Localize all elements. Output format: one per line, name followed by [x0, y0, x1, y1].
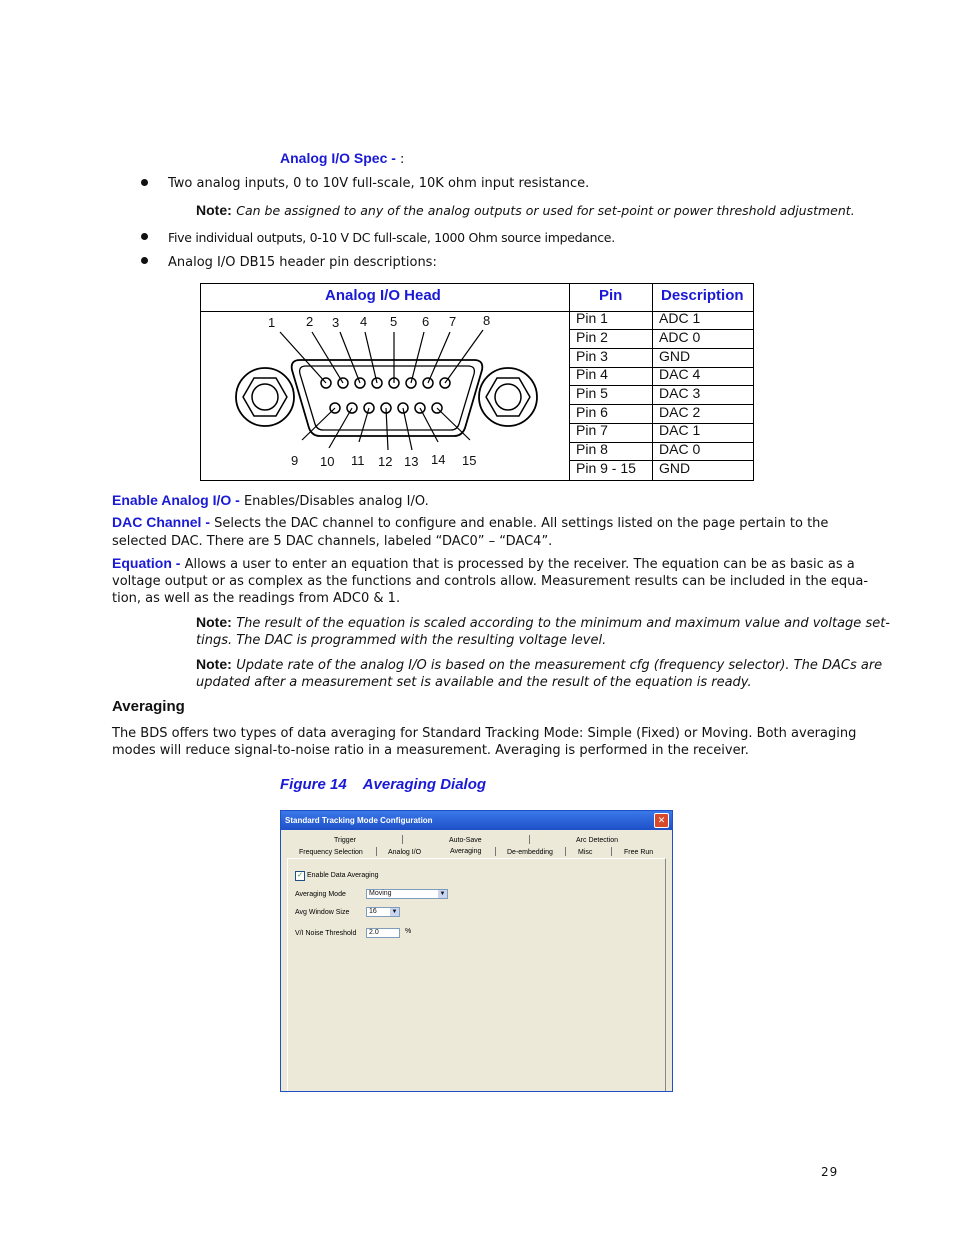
bullet-dot	[141, 233, 148, 240]
pin-label-6: 6	[422, 314, 430, 329]
bottom-leader-lines	[302, 408, 470, 450]
table-row-pin: Pin 4	[576, 366, 608, 382]
bullet-dot	[141, 257, 148, 264]
table-row-desc: ADC 0	[659, 329, 701, 345]
table-row-pin: Pin 5	[576, 385, 608, 401]
table-row-desc: DAC 2	[659, 404, 701, 420]
table-row-desc: DAC 3	[659, 385, 701, 401]
note-equation-scaling: Note: The result of the equation is scaled according to the minimum and maximum value and voltage set- tings. The DAC is programmed with the resulting voltage level.	[196, 614, 890, 648]
averaging-para: The BDS offers two types of data averaging for Standard Tracking Mode: Simple (Fixed) or Moving. Both averaging modes will reduce signal-to-noise ratio in a measurement. Averaging is performed in the receiver.	[112, 726, 857, 758]
pin-label-8: 8	[483, 313, 491, 328]
tab-free-run[interactable]: Free Run	[624, 849, 654, 856]
avg-window-size-select[interactable]: 16 ▼	[366, 907, 400, 917]
tab-divider	[495, 847, 496, 856]
tab-divider	[529, 835, 530, 844]
tab-divider	[402, 835, 403, 844]
tab-auto-save[interactable]: Auto-Save	[449, 837, 482, 844]
table-row-desc: DAC 1	[659, 422, 701, 438]
pin-label-13: 13	[404, 454, 419, 469]
pin-label-10: 10	[320, 454, 335, 469]
table-row-pin: Pin 8	[576, 441, 608, 457]
avg-window-size-label: Avg Window Size	[295, 909, 350, 916]
table-row-pin: Pin 3	[576, 348, 608, 364]
averaging-mode-label: Averaging Mode	[295, 891, 346, 898]
pin-label-7: 7	[449, 314, 457, 329]
noise-threshold-input[interactable]: 2.0	[366, 928, 400, 938]
table-divider	[652, 284, 653, 480]
col-head-description: Description	[661, 287, 744, 304]
pin-label-11: 11	[351, 453, 365, 468]
enable-averaging-checkbox[interactable]: ✓	[295, 871, 305, 881]
table-row-desc: GND	[659, 460, 691, 476]
close-icon[interactable]: ✕	[654, 813, 669, 828]
tab-misc[interactable]: Misc	[578, 849, 593, 856]
bullet-db15-header: Analog I/O DB15 header pin descriptions:	[168, 255, 437, 270]
pin-label-2: 2	[306, 314, 314, 329]
left-mount-nut	[236, 368, 294, 426]
pin-label-5: 5	[390, 314, 398, 329]
col-head-pin: Pin	[599, 287, 623, 304]
enable-averaging-label: Enable Data Averaging	[307, 872, 379, 879]
page-number: 29	[821, 1165, 839, 1179]
tab-averaging[interactable]: Averaging	[450, 848, 482, 855]
pin-label-9: 9	[291, 453, 299, 468]
tab-frequency-selection[interactable]: Frequency Selection	[299, 849, 363, 856]
pin-label-12: 12	[378, 454, 393, 469]
averaging-mode-select[interactable]: Moving ▼	[366, 889, 448, 899]
table-row-desc: DAC 4	[659, 366, 701, 382]
pin-label-1: 1	[268, 315, 276, 330]
table-row-pin: Pin 1	[576, 310, 608, 326]
table-row-desc: ADC 1	[659, 310, 701, 326]
tab-divider	[376, 847, 377, 856]
pin-description-table	[200, 283, 754, 481]
figure-caption: Figure 14 Averaging Dialog	[280, 776, 487, 793]
dac-channel-para: DAC Channel - Selects the DAC channel to configure and enable. All settings listed on the page pertain to the selected DAC. There are 5 DAC channels, labeled “DAC0” – “DAC4”.	[112, 514, 829, 549]
note-assign: Note: Can be assigned to any of the analog outputs or used for set-point or power threshold adjustment.	[196, 202, 855, 218]
top-leader-lines	[280, 330, 483, 383]
equation-para: Equation - Allows a user to enter an equation that is processed by the receiver. The equation can be as basic as a voltage output or as complex as the functions and controls allow. Measurement results can be included in the equa- tion, as well as the readings from ADC0 & 1.	[112, 555, 869, 606]
table-divider	[569, 284, 570, 480]
table-row-pin: Pin 7	[576, 422, 608, 438]
noise-threshold-unit: %	[405, 928, 412, 935]
averaging-heading: Averaging	[112, 698, 185, 715]
note-update-rate: Note: Update rate of the analog I/O is based on the measurement cfg (frequency selector). The DACs are updated after a measurement set is available and the result of the equation is ready.	[196, 656, 883, 690]
bullet-dot	[141, 179, 148, 186]
tab-trigger[interactable]: Trigger	[334, 837, 356, 844]
averaging-dialog	[280, 810, 673, 1092]
chevron-down-icon: ▼	[439, 891, 446, 897]
tab-divider	[565, 847, 566, 856]
tab-de-embedding[interactable]: De-embedding	[507, 849, 553, 856]
dialog-title-bar: Standard Tracking Mode Configuration	[281, 811, 672, 830]
table-row-pin: Pin 9 - 15	[576, 460, 636, 476]
analog-spec-heading: Analog I/O Spec - :	[280, 150, 405, 167]
pin-label-4: 4	[360, 314, 368, 329]
enable-analog-para: Enable Analog I/O - Enables/Disables analog I/O.	[112, 492, 429, 509]
table-row-pin: Pin 6	[576, 404, 608, 420]
pin-label-15: 15	[462, 453, 477, 468]
table-row-desc: DAC 0	[659, 441, 701, 457]
col-head-analog: Analog I/O Head	[325, 287, 441, 304]
pin-label-14: 14	[431, 452, 446, 467]
table-row-pin: Pin 2	[576, 329, 608, 345]
chevron-down-icon: ▼	[391, 909, 398, 915]
noise-threshold-label: V/I Noise Threshold	[295, 930, 357, 937]
bullet-analog-inputs: Two analog inputs, 0 to 10V full-scale, 10K ohm input resistance.	[168, 176, 590, 191]
tab-analog-io[interactable]: Analog I/O	[388, 849, 422, 856]
bullet-analog-outputs: Five individual outputs, 0-10 V DC full-scale, 1000 Ohm source impedance.	[168, 230, 615, 245]
tab-divider	[611, 847, 612, 856]
tab-arc-detection[interactable]: Arc Detection	[576, 837, 619, 844]
right-mount-nut	[479, 368, 537, 426]
table-row-desc: GND	[659, 348, 691, 364]
pin-label-3: 3	[332, 315, 340, 330]
